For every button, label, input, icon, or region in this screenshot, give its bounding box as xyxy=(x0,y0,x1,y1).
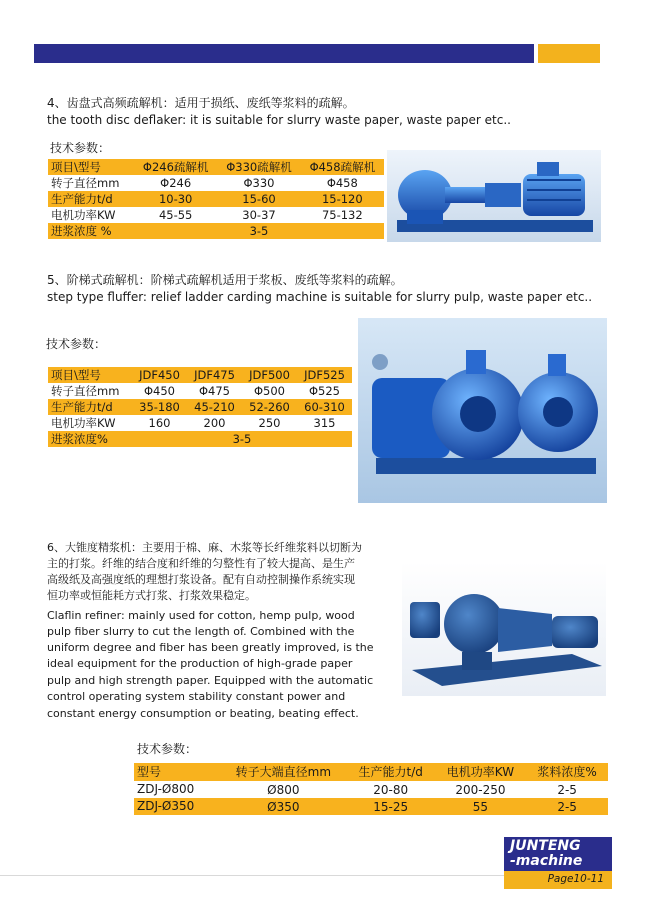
table-cell: 电机功率KW xyxy=(48,415,132,431)
table-cell: 20-80 xyxy=(347,781,435,798)
section5-title-cn: 5、阶梯式疏解机：阶梯式疏解机适用于浆板、废纸等浆料的疏解。 xyxy=(47,273,403,287)
table-row xyxy=(134,798,608,815)
table-cell: Φ330 xyxy=(217,175,300,191)
table-cell: Ø350 xyxy=(220,798,347,815)
table-cell: 项目\型号 xyxy=(48,367,132,383)
paragraph-line: 主的打浆。纤维的结合度和纤维的匀整性有了较大提高、是生产 xyxy=(47,557,355,570)
table-cell: 生产能力t/d xyxy=(48,191,134,207)
table-cell: 浆料浓度% xyxy=(526,763,608,781)
paragraph-line: Claflin refiner: mainly used for cotton, hemp pulp, wood xyxy=(47,609,355,622)
section6-params-label: 技术参数： xyxy=(137,742,198,756)
table-cell: 转子直径mm xyxy=(48,175,134,191)
table-cell: 75-132 xyxy=(301,207,384,223)
section4-title-cn: 4、齿盘式高频疏解机：适用于损纸、废纸等浆料的疏解。 xyxy=(47,96,355,110)
table-cell: 3-5 xyxy=(132,431,352,447)
paragraph-line: control operating system stability constant power and xyxy=(47,690,346,703)
table-cell: 250 xyxy=(242,415,297,431)
header-bar-gold xyxy=(538,44,600,63)
table-cell: 电机功率KW xyxy=(48,207,134,223)
table-cell: 项目\型号 xyxy=(48,159,134,175)
table-cell: JDF450 xyxy=(132,367,187,383)
table-cell: 30-37 xyxy=(217,207,300,223)
header-bar-blue xyxy=(34,44,534,63)
paragraph-line: 6、大锥度精浆机：主要用于棉、麻、木浆等长纤维浆料以切断为 xyxy=(47,541,362,554)
logo-text-block xyxy=(504,837,612,871)
table-cell: JDF525 xyxy=(297,367,352,383)
footer-divider xyxy=(0,875,504,876)
table-cell: Ø800 xyxy=(220,781,347,798)
section5-spec-table xyxy=(48,367,352,447)
paragraph-line: uniform degree and fiber has been greatly improved, is the xyxy=(47,641,374,654)
table-cell: Φ450 xyxy=(132,383,187,399)
table-cell: JDF475 xyxy=(187,367,242,383)
table-cell: 200 xyxy=(187,415,242,431)
table-cell: 52-260 xyxy=(242,399,297,415)
table-cell: Φ525 xyxy=(297,383,352,399)
table-cell: ZDJ-Ø800 xyxy=(134,781,220,798)
section4-title-en: the tooth disc deflaker: it is suitable for slurry waste paper, waste paper etc.. xyxy=(47,113,511,127)
table-row xyxy=(134,781,608,798)
logo-line1: JUNTENG xyxy=(510,838,581,854)
section4-params-label: 技术参数： xyxy=(50,141,111,155)
table-cell: Φ475 xyxy=(187,383,242,399)
table-cell: 进浆浓度 % xyxy=(48,223,134,239)
table-cell: 3-5 xyxy=(134,223,384,239)
table-cell: 35-180 xyxy=(132,399,187,415)
table-cell: 转子大端直径mm xyxy=(220,763,347,781)
paragraph-line: ideal equipment for the production of high-grade paper xyxy=(47,657,353,670)
table-row xyxy=(48,431,352,447)
section6-spec-table xyxy=(134,763,608,815)
table-row xyxy=(48,159,384,175)
table-row xyxy=(48,383,352,399)
logo-line2: -machine xyxy=(510,853,583,869)
table-cell: 200-250 xyxy=(435,781,527,798)
table-cell: Φ500 xyxy=(242,383,297,399)
table-row xyxy=(48,207,384,223)
table-cell: Φ458 xyxy=(301,175,384,191)
fluffer-machine-photo xyxy=(358,318,607,503)
table-cell: 生产能力t/d xyxy=(48,399,132,415)
table-cell: 2-5 xyxy=(526,798,608,815)
table-row xyxy=(48,223,384,239)
table-cell: Φ246 xyxy=(134,175,217,191)
page-number: Page10-11 xyxy=(547,873,604,885)
section5-title-en: step type fluffer: relief ladder carding machine is suitable for slurry pulp, waste paper etc.. xyxy=(47,290,593,304)
paragraph-line: constant energy consumption or beating, beating effect. xyxy=(47,707,359,720)
page-number-bar xyxy=(504,871,612,889)
paragraph-line: 恒功率或恒能耗方式打浆、打浆效果稳定。 xyxy=(47,589,256,602)
table-cell: 45-210 xyxy=(187,399,242,415)
table-row xyxy=(48,175,384,191)
deflaker-machine-photo xyxy=(387,150,601,242)
section4-spec-table xyxy=(48,159,384,239)
table-row xyxy=(134,763,608,781)
table-cell: 10-30 xyxy=(134,191,217,207)
table-cell: 60-310 xyxy=(297,399,352,415)
section5-params-label: 技术参数： xyxy=(46,337,107,351)
table-cell: 转子直径mm xyxy=(48,383,132,399)
table-cell: 进浆浓度% xyxy=(48,431,132,447)
table-cell: 15-60 xyxy=(217,191,300,207)
table-cell: 生产能力t/d xyxy=(347,763,435,781)
table-cell: 315 xyxy=(297,415,352,431)
table-row xyxy=(48,367,352,383)
table-cell: 型号 xyxy=(134,763,220,781)
paragraph-line: pulp and high strength paper. Equipped with the automatic xyxy=(47,674,374,687)
paragraph-line: pulp fiber slurry to cut the length of. Combined with the xyxy=(47,625,355,638)
table-cell: 2-5 xyxy=(526,781,608,798)
table-cell: JDF500 xyxy=(242,367,297,383)
table-cell: Φ246疏解机 xyxy=(134,159,217,175)
table-row xyxy=(48,399,352,415)
table-cell: Φ330疏解机 xyxy=(217,159,300,175)
table-cell: 电机功率KW xyxy=(435,763,527,781)
table-cell: 160 xyxy=(132,415,187,431)
table-cell: Φ458疏解机 xyxy=(301,159,384,175)
table-row xyxy=(48,415,352,431)
table-cell: 15-120 xyxy=(301,191,384,207)
company-logo xyxy=(504,837,612,889)
claflin-refiner-photo xyxy=(402,562,606,696)
paragraph-line: 高级纸及高强度纸的理想打浆设备。配有自动控制操作系统实现 xyxy=(47,573,355,586)
table-cell: 15-25 xyxy=(347,798,435,815)
table-cell: ZDJ-Ø350 xyxy=(134,798,220,815)
table-cell: 45-55 xyxy=(134,207,217,223)
table-cell: 55 xyxy=(435,798,527,815)
table-row xyxy=(48,191,384,207)
